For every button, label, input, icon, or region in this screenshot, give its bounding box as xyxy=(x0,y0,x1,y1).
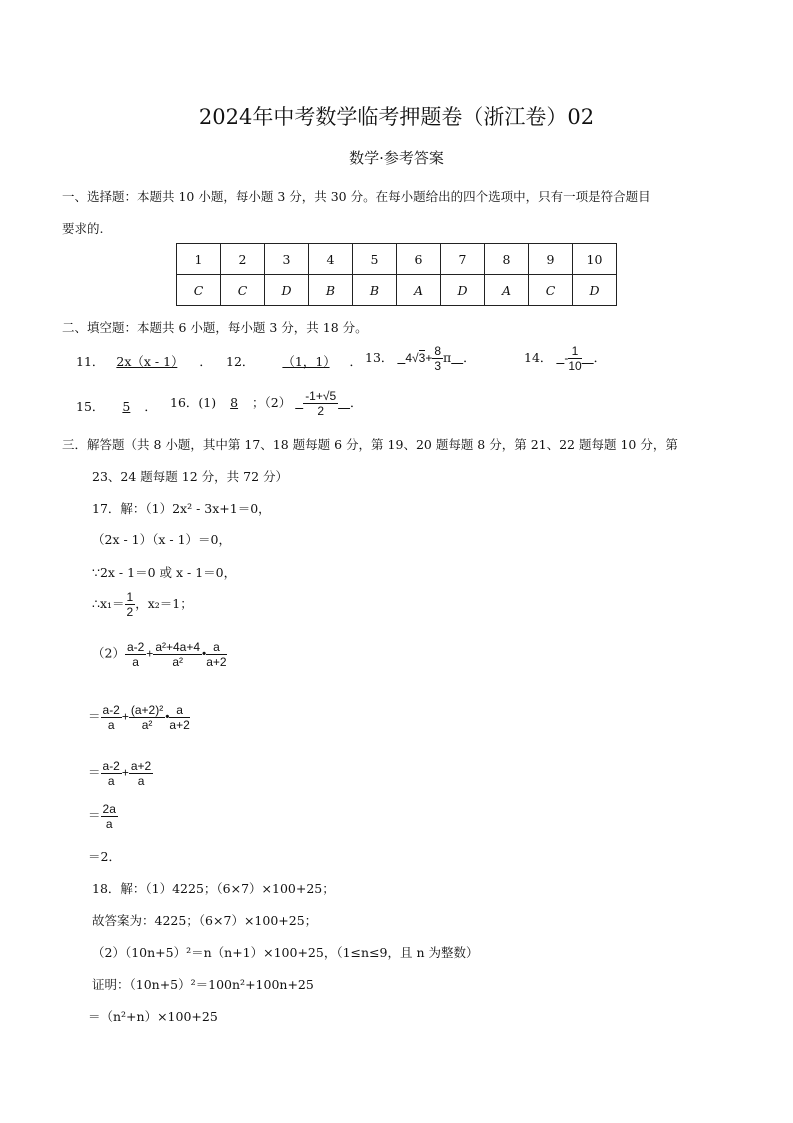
equals-sign: ＝ xyxy=(88,708,101,724)
answer-number: 4 xyxy=(309,244,353,275)
plus-sign: + xyxy=(121,765,129,780)
answer-number: 7 xyxy=(441,244,485,275)
answer-letter: D xyxy=(573,275,617,306)
q12-label: 12． xyxy=(226,354,255,369)
fraction-denominator: a² xyxy=(141,718,153,732)
answer-letter: A xyxy=(397,275,441,306)
fill-q16: 16．(1) 8 ；（2） $\frac{-1+√5}{2}$ ． xyxy=(170,389,363,418)
section3-intro-line1: 三．解答题（共 8 小题，其中第 17、18 题每题 6 分，第 19、20 题每题 8 分，第 21、22 题每题 10 分，第 xyxy=(62,437,678,452)
fill-q14: 14． - $\frac{1}{10}$ ． xyxy=(524,344,607,373)
q16-answer1: 8 xyxy=(230,395,239,410)
fraction-numerator: a²+4a+4 xyxy=(155,640,201,654)
answer-table-letter-row xyxy=(177,275,617,306)
q15-answer: 5 xyxy=(122,399,131,414)
fraction-numerator: a xyxy=(206,640,226,655)
q13-denominator: 3 xyxy=(434,359,442,373)
fraction-denominator: a+2 xyxy=(206,655,227,669)
answer-letter: C xyxy=(529,275,573,306)
q17-expr4 xyxy=(88,802,118,831)
fraction-denominator: a+2 xyxy=(169,718,190,732)
answer-number: 10 xyxy=(573,244,617,275)
fraction-numerator: 2a xyxy=(102,802,116,816)
fraction-denominator: a xyxy=(107,774,115,788)
fill-q13: 13． 4√3+ $\frac{8}{3}$ π ． xyxy=(365,344,476,373)
q18-line5: ＝（n²+n）×100+25 xyxy=(88,1009,218,1024)
q13-pi: π xyxy=(443,350,452,365)
fraction-numerator: a-2 xyxy=(102,759,120,773)
q15-label: 15． xyxy=(76,399,105,414)
q16-mid: ；（2） xyxy=(252,395,292,410)
q17-line3: ∵2x - 1＝0 或 x - 1＝0， xyxy=(92,565,237,580)
answer-number: 9 xyxy=(529,244,573,275)
page-subtitle: 数学·参考答案 xyxy=(349,149,444,167)
answer-number: 8 xyxy=(485,244,529,275)
q13-coef: 4 xyxy=(405,351,413,365)
q13-label: 13． xyxy=(365,350,394,365)
fraction-numerator: a+2 xyxy=(130,759,152,773)
answer-letter: B xyxy=(353,275,397,306)
page-title: 2024年中考数学临考押题卷（浙江卷）02 xyxy=(198,105,595,129)
fraction-denominator: a xyxy=(137,774,145,788)
fill-q12: 12． （1，1） ． xyxy=(226,354,363,369)
answer-number: 5 xyxy=(353,244,397,275)
dot-sign: • xyxy=(165,709,170,724)
q13-numerator: 8 xyxy=(434,344,442,358)
answer-table-number-row xyxy=(177,244,617,275)
fraction-numerator: (a+2)² xyxy=(130,703,164,717)
answer-letter: A xyxy=(485,275,529,306)
answer-number: 1 xyxy=(177,244,221,275)
q17-expr1 xyxy=(92,640,227,669)
q14-numerator: 1 xyxy=(568,344,581,359)
answer-letter: D xyxy=(265,275,309,306)
answer-letter: B xyxy=(309,275,353,306)
answer-table xyxy=(176,243,617,306)
q17-x1-numerator: 1 xyxy=(126,590,134,604)
section2-heading: 二、填空题：本题共 6 小题，每小题 3 分，共 18 分。 xyxy=(62,320,368,335)
fraction-denominator: a xyxy=(105,817,113,831)
sqrt-icon: √3 xyxy=(412,351,426,365)
q16-label: 16．(1) xyxy=(170,395,217,410)
fraction-numerator: a-2 xyxy=(102,703,120,717)
q12-answer: （1，1） xyxy=(282,354,330,369)
section1-intro-line1: 一、选择题：本题共 10 小题，每小题 3 分，共 30 分。在每小题给出的四个选项中，只有一项是符合题目 xyxy=(62,189,651,204)
dot-sign: • xyxy=(202,646,207,661)
fraction-numerator: a-2 xyxy=(126,640,145,654)
q18-line3: （2）（10n+5）²＝n（n+1）×100+25，（1≤n≤9，且 n 为整数） xyxy=(92,945,479,960)
section3-intro-line2: 23、24 题每题 12 分，共 72 分） xyxy=(92,469,288,484)
q16-numerator: -1+√5 xyxy=(305,389,337,403)
fill-q15: 15． 5 ． xyxy=(76,399,157,414)
q11-answer: 2x（x - 1） xyxy=(116,354,178,369)
q14-denominator: 10 xyxy=(568,359,582,373)
answer-number: 2 xyxy=(221,244,265,275)
plus-sign: + xyxy=(121,709,129,724)
answer-number: 3 xyxy=(265,244,309,275)
q16-denominator: 2 xyxy=(317,404,324,418)
q13-radicand: 3 xyxy=(418,351,426,365)
equals-sign: ＝ xyxy=(88,764,101,780)
q18-line1: 18．解：（1）4225；（6×7）×100+25； xyxy=(92,881,335,896)
plus-sign: + xyxy=(146,646,154,661)
answer-letter: D xyxy=(441,275,485,306)
q17-expr3 xyxy=(88,759,153,788)
q17-x2: ，x₂＝1； xyxy=(135,596,193,611)
q17-expr2 xyxy=(88,703,190,732)
answer-letter: C xyxy=(177,275,221,306)
fraction-denominator: a² xyxy=(172,655,183,669)
q17-part2-label: （2） xyxy=(92,645,125,661)
fraction-numerator: a xyxy=(169,703,189,718)
q17-line2: （2x - 1）（x - 1）＝0， xyxy=(92,532,232,547)
q17-x1-denominator: 2 xyxy=(126,605,134,619)
q18-line4: 证明：（10n+5）²＝100n²+100n+25 xyxy=(92,977,314,992)
q17-line4 xyxy=(92,590,193,619)
q14-label: 14． xyxy=(524,350,553,365)
q17-line1: 17．解：（1）2x² - 3x+1＝0， xyxy=(92,501,271,516)
answer-number: 6 xyxy=(397,244,441,275)
q17-x1-label: ∴x₁＝ xyxy=(92,596,125,611)
q11-label: 11． xyxy=(76,354,105,369)
section1-intro-line2: 要求的. xyxy=(62,221,104,236)
fraction-denominator: a xyxy=(132,655,139,669)
fill-q11: 11． 2x（x - 1） ． xyxy=(76,354,212,369)
fraction-denominator: a xyxy=(107,718,115,732)
equals-sign: ＝ xyxy=(88,807,101,823)
answer-letter: C xyxy=(221,275,265,306)
q17-result: ＝2． xyxy=(88,849,121,864)
q18-line2: 故答案为：4225；（6×7）×100+25； xyxy=(92,913,318,928)
